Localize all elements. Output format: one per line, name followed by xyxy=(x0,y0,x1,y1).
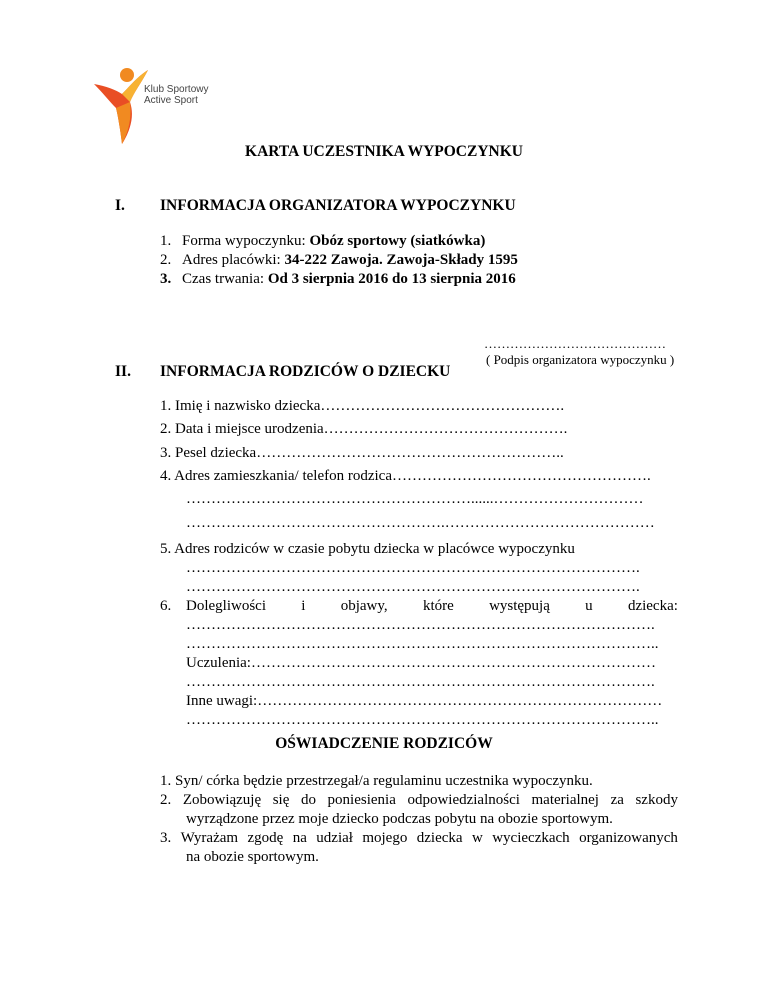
logo-line-1: Klub Sportowy xyxy=(144,84,209,95)
parents-statement-heading: OŚWIADCZENIE RODZICÓW xyxy=(275,735,493,752)
organizer-item-3 xyxy=(160,271,516,288)
parent-stay-address-field: 5. Adres rodziców w czasie pobytu dziecka w placówce wypoczynku xyxy=(160,541,575,557)
word: Dolegliwości xyxy=(186,598,266,614)
organizer-signature-label: ( Podpis organizatora wypoczynku ) xyxy=(486,352,675,367)
word: 3. xyxy=(160,830,172,846)
child-pesel-field[interactable]: 3. Pesel dziecka…………………………………………………….. xyxy=(160,445,564,461)
word: mojego xyxy=(362,830,408,846)
word: objawy, xyxy=(340,598,388,614)
word: dziecka xyxy=(416,830,463,846)
word: Zobowiązuję xyxy=(182,792,262,808)
item-number: 1. xyxy=(160,233,172,249)
word: u xyxy=(585,598,593,614)
item-value: 34-222 Zawoja. Zawoja-Składy 1595 xyxy=(284,252,518,268)
word: szkody xyxy=(635,792,678,808)
word: odpowiedzialności xyxy=(407,792,520,808)
item-label: Adres placówki: xyxy=(182,252,285,268)
parent-address-line-3[interactable]: …………………………………………….…………………………………… xyxy=(186,515,655,531)
word: organizowanych xyxy=(579,830,678,846)
section-2-number: II. xyxy=(115,363,131,380)
item-value: Od 3 sierpnia 2016 do 13 sierpnia 2016 xyxy=(267,271,516,287)
section-1-number: I. xyxy=(115,197,125,214)
word: materialnej xyxy=(531,792,599,808)
allergies-line-2[interactable]: …………………………………………………………………………………. xyxy=(186,674,655,690)
statement-item-3 xyxy=(160,830,678,847)
symptoms-number: 6. xyxy=(160,598,172,614)
item-number: 3. xyxy=(160,271,172,287)
logo-line-2: Active Sport xyxy=(144,95,198,106)
other-notes-line-2[interactable]: ………………………………………………………………………………….. xyxy=(186,712,659,728)
parent-address-field[interactable]: 4. Adres zamieszkania/ telefon rodzica……………………………………………. xyxy=(160,468,651,484)
word: do xyxy=(300,792,316,808)
section-1-heading: INFORMACJA ORGANIZATORA WYPOCZYNKU xyxy=(160,197,516,214)
statement-item-2-line-2: wyrządzone przez moje dziecko podczas pobytu na obozie sportowym. xyxy=(186,811,613,827)
item-label: Forma wypoczynku: xyxy=(182,233,310,249)
word: poniesienia xyxy=(327,792,396,808)
symptoms-label xyxy=(186,598,678,615)
parent-stay-address-line-2[interactable]: ………………………………………………………………………………. xyxy=(186,560,640,576)
statement-item-2 xyxy=(160,792,678,809)
statement-item-3-line-2: na obozie sportowym. xyxy=(186,849,319,865)
word: w xyxy=(471,830,483,846)
word: wycieczkach xyxy=(492,830,570,846)
word: 2. xyxy=(160,792,172,808)
organizer-item-1 xyxy=(160,233,485,250)
word: dziecka: xyxy=(627,598,678,614)
section-2-heading: INFORMACJA RODZICÓW O DZIECKU xyxy=(160,363,451,380)
item-value: Obóz sportowy (siatkówka) xyxy=(309,233,486,249)
child-birth-field[interactable]: 2. Data i miejsce urodzenia…………………………………………. xyxy=(160,421,568,437)
symptoms-line-3[interactable]: ………………………………………………………………………………….. xyxy=(186,636,659,652)
child-name-field[interactable]: 1. Imię i nazwisko dziecka…………………………………………. xyxy=(160,398,565,414)
club-logo xyxy=(92,64,252,148)
word: udział xyxy=(316,830,353,846)
organizer-item-2 xyxy=(160,252,518,269)
word: Wyrażam xyxy=(180,830,239,846)
organizer-signature-line: …………………………………… xyxy=(484,336,666,351)
document-title: KARTA UCZESTNIKA WYPOCZYNKU xyxy=(245,143,523,160)
word: zgodę xyxy=(247,830,284,846)
word: za xyxy=(610,792,624,808)
word: na xyxy=(292,830,307,846)
word: występują xyxy=(489,598,550,614)
item-label: Czas trwania: xyxy=(182,271,268,287)
allergies-field[interactable]: Uczulenia:……………………………………………………………………… xyxy=(186,655,656,671)
parent-stay-address-line-3[interactable]: ………………………………………………………………………………. xyxy=(186,579,640,595)
word: które xyxy=(422,598,454,614)
word: i xyxy=(301,598,306,614)
statement-item-1: 1. Syn/ córka będzie przestrzegał/a regulaminu uczestnika wypoczynku. xyxy=(160,773,593,789)
athlete-logo-icon xyxy=(92,64,152,148)
parent-address-line-2[interactable]: …………………………………………………......………………………… xyxy=(186,491,644,507)
word: się xyxy=(272,792,290,808)
symptoms-line-2[interactable]: …………………………………………………………………………………. xyxy=(186,617,655,633)
item-number: 2. xyxy=(160,252,172,268)
other-notes-field[interactable]: Inne uwagi:……………………………………………………………………… xyxy=(186,693,663,709)
